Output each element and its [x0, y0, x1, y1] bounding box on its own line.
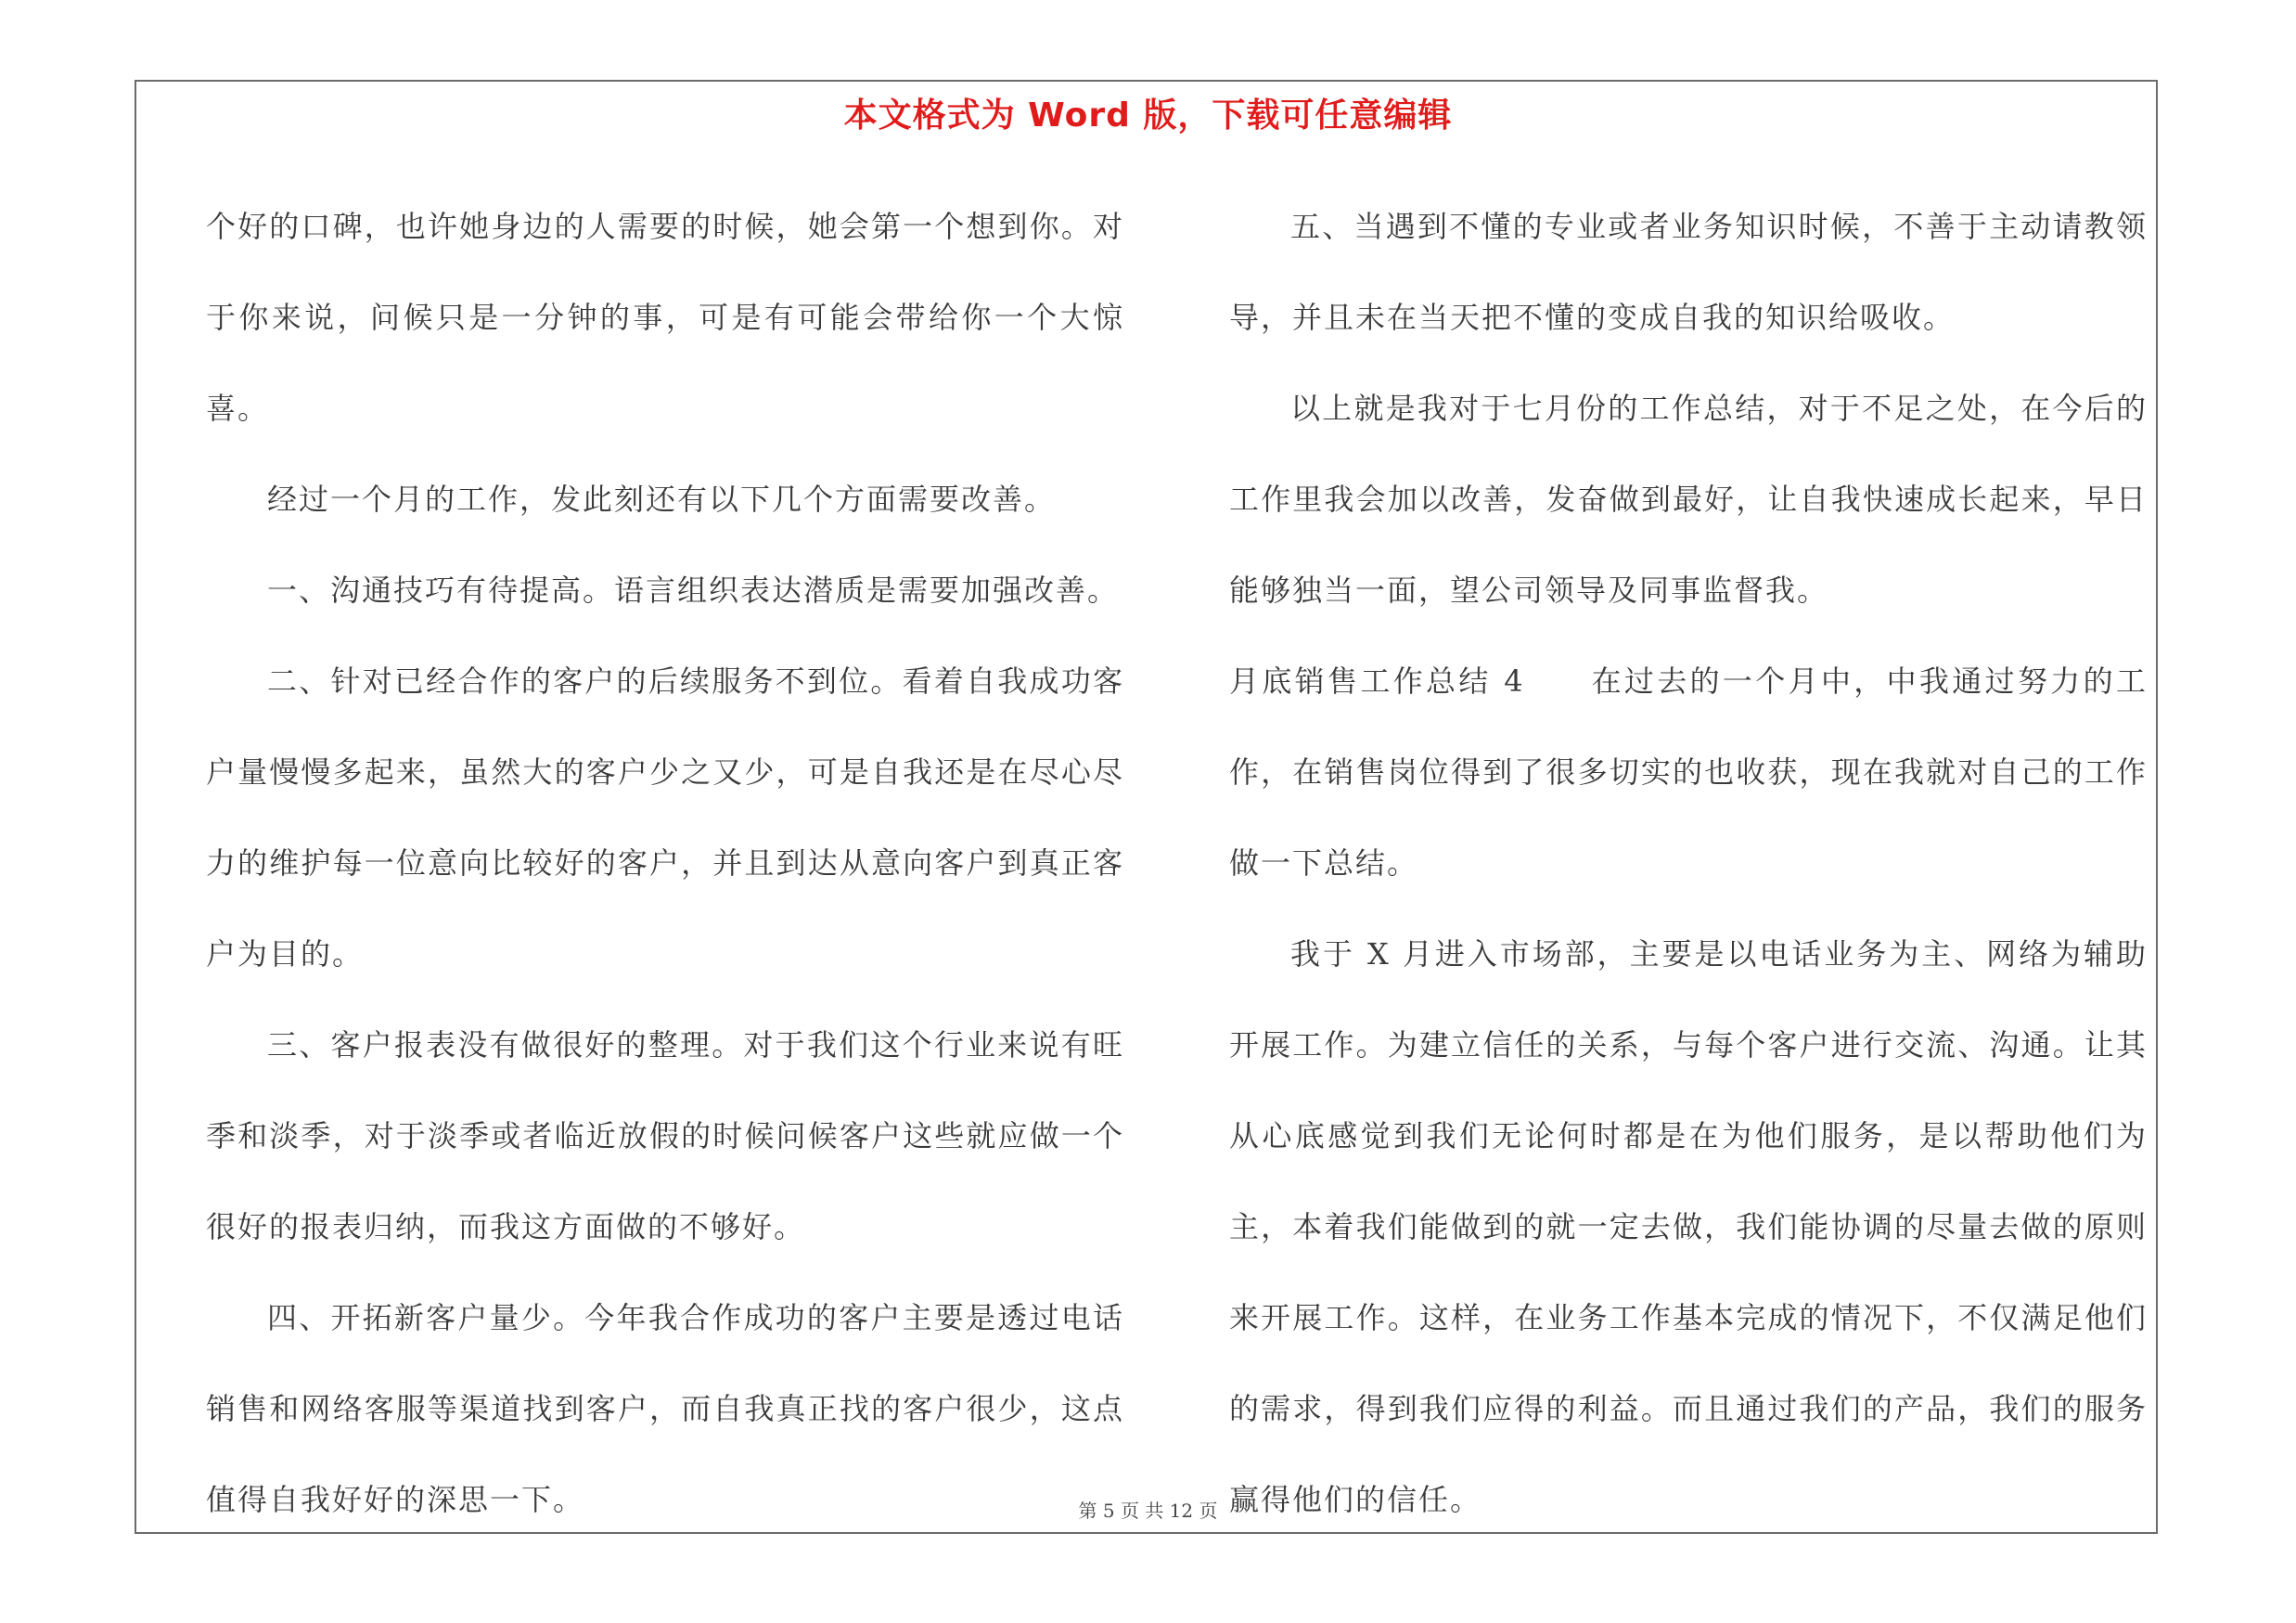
paragraph: 一、沟通技巧有待提高。语言组织表达潜质是需要加强改善。 — [267, 573, 1120, 608]
paragraph: 经过一个月的工作，发此刻还有以下几个方面需要改善。 — [267, 482, 1057, 517]
format-banner: 本文格式为 Word 版，下载可任意编辑 — [843, 97, 1453, 135]
paragraph: 二、针对已经合作的客户的后续服务不到位。看着自我成功客户量慢慢多起来，虽然大的客户少之又少，可是自我还是在尽心尽力的维护每一位意向比较好的客户，并且到达从意向客户到真正客户为目的。 — [206, 663, 1124, 972]
paragraph: 五、当遇到不懂的专业或者业务知识时候，不善于主动请教领导，并且未在当天把不懂的变成自我的知识给吸收。 — [1229, 209, 2148, 335]
paragraph: 四、开拓新客户量少。今年我合作成功的客户主要是透过电话销售和网络客服等渠道找到客户，而自我真正找的客户很少，这点值得自我好好的深思一下。 — [206, 1300, 1124, 1517]
section-heading-paragraph: 月底销售工作总结 4 在过去的一个月中，中我通过努力的工作，在销售岗位得到了很多切实的也收获，现在我就对自己的工作做一下总结。 — [1229, 663, 2148, 881]
paragraph: 我于 X 月进入市场部，主要是以电话业务为主、网络为辅助开展工作。为建立信任的关系，与每个客户进行交流、沟通。让其从心底感觉到我们无论何时都是在为他们服务，是以帮助他们为主，本着我们能做到的就一定去做，我们能协调的尽量去做的原则来开展工作。这样，在业务工作基本完成的情况下，不仅满足他们的需求，得到我们应得的利益。而且通过我们的产品，我们的服务赢得他们的信任。 — [1229, 936, 2148, 1517]
paragraph: 以上就是我对于七月份的工作总结，对于不足之处，在今后的工作里我会加以改善，发奋做到最好，让自我快速成长起来，早日能够独当一面，望公司领导及同事监督我。 — [1229, 391, 2148, 608]
right-column — [1229, 181, 2148, 1545]
paragraph: 三、客户报表没有做很好的整理。对于我们这个行业来说有旺季和淡季，对于淡季或者临近放假的时候问候客户这些就应做一个很好的报表归纳，而我这方面做的不够好。 — [206, 1027, 1124, 1244]
left-column — [206, 181, 1124, 1545]
page-number: 第 5 页 共 12 页 — [1078, 1500, 1218, 1522]
paragraph: 个好的口碑，也许她身边的人需要的时候，她会第一个想到你。对于你来说，问候只是一分钟的事，可是有可能会带给你一个大惊喜。 — [206, 209, 1124, 426]
